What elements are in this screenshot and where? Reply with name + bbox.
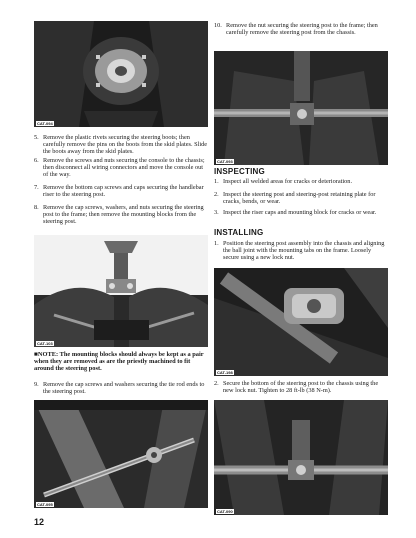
note-bullet-icon: ■ <box>34 351 38 358</box>
photo-cat-095 <box>34 400 208 508</box>
photo-cat-103 <box>34 235 208 347</box>
tie-rod-photo-drawing <box>34 400 208 508</box>
console-photo-drawing <box>34 21 208 127</box>
lock-nut-photo-drawing <box>214 400 388 515</box>
photo-caption: CAT-094 <box>37 121 53 126</box>
photo-caption: CAT-090 <box>217 509 233 514</box>
steering-post-photo-drawing <box>34 235 208 347</box>
photo-caption: CAT-198 <box>217 370 233 375</box>
mounting-blocks-note: ■NOTE: The mounting blocks should always be kept as a pair when they are removed as are the priestly machined to fit around the steering post. <box>34 351 204 373</box>
page-number: 12 <box>34 517 45 527</box>
photo-cat-094 <box>34 21 208 127</box>
photo-caption: CAT-093 <box>217 159 233 164</box>
photo-cat-198 <box>214 268 388 376</box>
photo-caption: CAT-095 <box>37 502 53 507</box>
photo-cat-093 <box>214 51 388 165</box>
photo-caption: CAT-103 <box>37 341 53 346</box>
photo-cat-090 <box>214 400 388 515</box>
chassis-photo-drawing <box>214 51 388 165</box>
installing-heading: INSTALLING <box>214 228 264 237</box>
ball-joint-photo-drawing <box>214 268 388 376</box>
inspecting-heading: INSPECTING <box>214 167 265 176</box>
